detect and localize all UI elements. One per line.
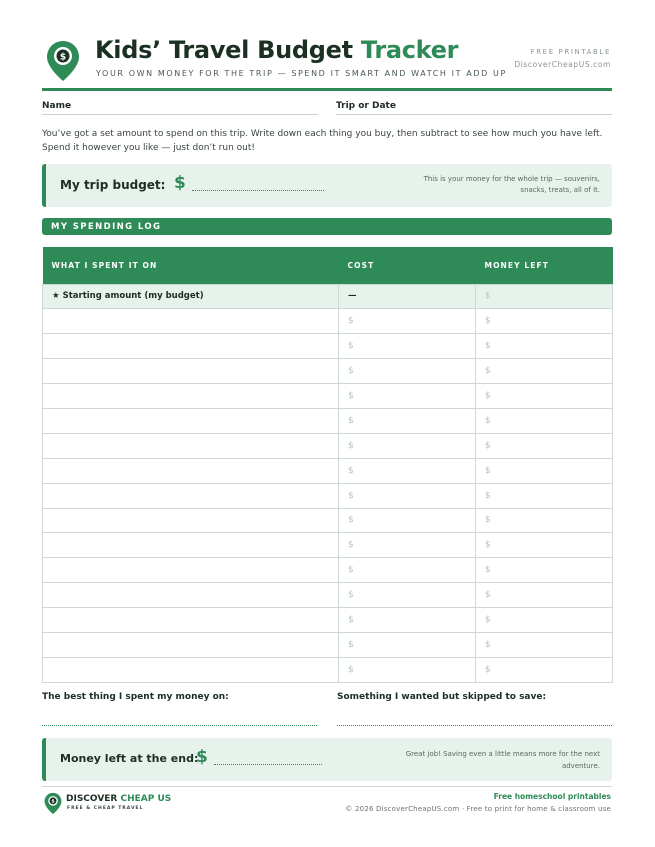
starting-money-left-cell[interactable]: $	[476, 284, 613, 309]
item-cell[interactable]	[43, 309, 339, 334]
table-row	[43, 433, 613, 458]
money-left-cell[interactable]: $	[476, 408, 613, 433]
budget-box	[42, 164, 612, 207]
budget-label: My trip budget:	[60, 178, 166, 192]
footer-meta	[345, 792, 611, 813]
money-left-cell[interactable]: $	[476, 657, 613, 682]
money-left-cell[interactable]: $	[476, 483, 613, 508]
item-cell[interactable]	[43, 608, 339, 633]
trip-label: Trip or Date	[336, 101, 396, 111]
cost-cell[interactable]: $	[339, 608, 476, 633]
item-cell[interactable]	[43, 657, 339, 682]
cost-cell[interactable]: $	[339, 458, 476, 483]
money-left-cell[interactable]: $	[476, 359, 613, 384]
cost-cell[interactable]: $	[339, 483, 476, 508]
item-cell[interactable]	[43, 384, 339, 409]
table-row	[43, 608, 613, 633]
spending-log-header: MY SPENDING LOG	[42, 218, 612, 235]
best-thing-label: The best thing I spent my money on:	[42, 692, 229, 702]
item-cell[interactable]	[43, 334, 339, 359]
table-row	[43, 458, 613, 483]
dollar-map-pin-icon	[44, 792, 62, 815]
money-left-cell[interactable]: $	[476, 384, 613, 409]
footer-tagline: FREE & CHEAP TRAVEL	[67, 806, 144, 811]
footer-divider	[42, 786, 612, 787]
starting-amount-label: ★ Starting amount (my budget)	[43, 284, 339, 309]
table-row	[43, 533, 613, 558]
item-cell[interactable]	[43, 533, 339, 558]
table-row	[43, 632, 613, 657]
skipped-field[interactable]	[337, 725, 612, 726]
cost-cell[interactable]: $	[339, 334, 476, 359]
table-row	[43, 483, 613, 508]
cost-cell[interactable]: $	[339, 408, 476, 433]
column-header-cost: COST	[339, 247, 476, 284]
best-thing-field[interactable]	[42, 725, 317, 726]
intro-text: You’ve got a set amount to spend on this trip. Write down each thing you buy, then subtract to see how much you have left. Spend it however you like — just don’t run out!	[42, 129, 603, 153]
money-left-cell[interactable]: $	[476, 458, 613, 483]
spending-log-table	[42, 247, 613, 683]
money-left-label: Money left at the end:	[60, 752, 199, 765]
column-header-item: WHAT I SPENT IT ON	[43, 247, 339, 284]
cost-cell[interactable]: $	[339, 359, 476, 384]
dollar-icon: $	[196, 747, 208, 767]
item-cell[interactable]	[43, 483, 339, 508]
free-printable-label: FREE PRINTABLE	[530, 48, 611, 56]
money-left-cell[interactable]: $	[476, 608, 613, 633]
budget-field[interactable]	[192, 190, 324, 191]
budget-note: This is your money for the whole trip — souvenirs, snacks, treats, all of it.	[423, 175, 600, 194]
footer-copyright: © 2026 DiscoverCheapUS.com · Free to print for home & classroom use	[345, 805, 611, 813]
svg-text:$: $	[51, 799, 55, 805]
name-field[interactable]	[42, 114, 318, 115]
table-row	[43, 384, 613, 409]
column-header-money-left: MONEY LEFT	[476, 247, 613, 284]
item-cell[interactable]	[43, 408, 339, 433]
money-left-field[interactable]	[214, 764, 322, 765]
table-row	[43, 309, 613, 334]
title-accent: Tracker	[360, 36, 459, 64]
cost-cell[interactable]: $	[339, 533, 476, 558]
money-left-cell[interactable]: $	[476, 583, 613, 608]
table-header-row	[43, 247, 613, 284]
starting-cost-cell: —	[339, 284, 476, 309]
money-left-box	[42, 738, 612, 781]
money-left-cell[interactable]: $	[476, 433, 613, 458]
table-row	[43, 508, 613, 533]
footer-brand	[66, 794, 171, 804]
footer-title: Free homeschool printables	[493, 792, 611, 801]
table-row	[43, 558, 613, 583]
table-row	[43, 408, 613, 433]
item-cell[interactable]	[43, 632, 339, 657]
cost-cell[interactable]: $	[339, 433, 476, 458]
header-meta	[514, 48, 611, 69]
money-left-note: Great job! Saving even a little means more for the next adventure.	[405, 750, 600, 770]
item-cell[interactable]	[43, 359, 339, 384]
cost-cell[interactable]: $	[339, 657, 476, 682]
starting-amount-row	[43, 284, 613, 309]
item-cell[interactable]	[43, 558, 339, 583]
money-left-cell[interactable]: $	[476, 533, 613, 558]
table-row	[43, 657, 613, 682]
money-left-cell[interactable]: $	[476, 334, 613, 359]
table-row	[43, 359, 613, 384]
money-left-cell[interactable]: $	[476, 309, 613, 334]
item-cell[interactable]	[43, 508, 339, 533]
page-subtitle: YOUR OWN MONEY FOR THE TRIP — SPEND IT SMART AND WATCH IT ADD UP	[96, 69, 507, 78]
cost-cell[interactable]: $	[339, 558, 476, 583]
cost-cell[interactable]: $	[339, 583, 476, 608]
cost-cell[interactable]: $	[339, 384, 476, 409]
money-left-cell[interactable]: $	[476, 558, 613, 583]
item-cell[interactable]	[43, 583, 339, 608]
cost-cell[interactable]: $	[339, 632, 476, 657]
dollar-icon: $	[174, 173, 186, 193]
footer-brand-main: DISCOVER	[66, 794, 118, 804]
money-left-cell[interactable]: $	[476, 632, 613, 657]
site-url: DiscoverCheapUS.com	[514, 60, 611, 69]
table-row	[43, 334, 613, 359]
header-divider	[42, 88, 612, 91]
money-left-cell[interactable]: $	[476, 508, 613, 533]
cost-cell[interactable]: $	[339, 508, 476, 533]
page-title	[95, 36, 458, 64]
dollar-map-pin-icon	[46, 40, 80, 82]
footer-brand-accent: CHEAP US	[120, 794, 172, 804]
cost-cell[interactable]: $	[339, 309, 476, 334]
table-row	[43, 583, 613, 608]
title-main: Kids’ Travel Budget	[95, 36, 353, 64]
skipped-label: Something I wanted but skipped to save:	[337, 692, 547, 702]
name-label: Name	[42, 101, 72, 111]
svg-text:$: $	[59, 52, 67, 63]
item-cell[interactable]	[43, 458, 339, 483]
item-cell[interactable]	[43, 433, 339, 458]
trip-field[interactable]	[336, 114, 612, 115]
